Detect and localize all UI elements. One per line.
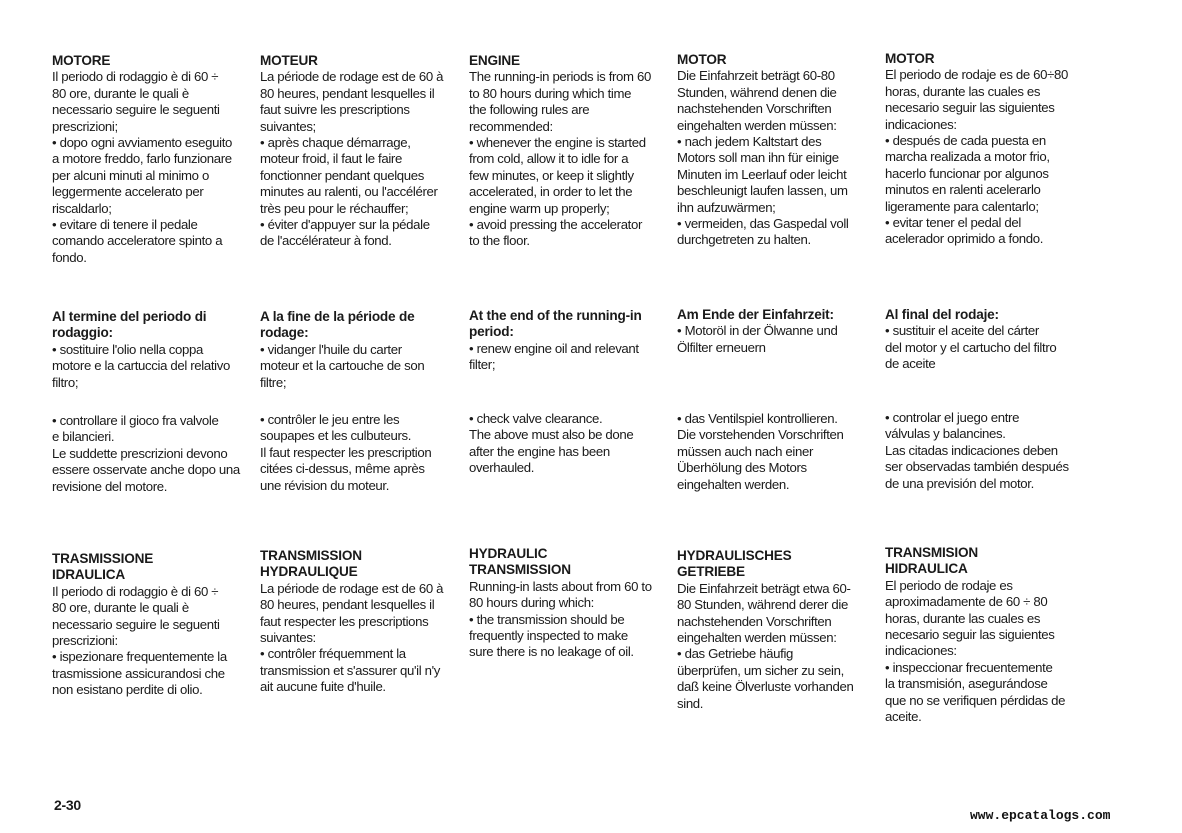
section-hydraulic-transmission — [677, 548, 873, 712]
section-title: MOTOR — [885, 51, 935, 66]
section-title: Am Ende der Einfahrzeit: — [677, 307, 834, 322]
section-engine — [52, 53, 248, 266]
section-hydraulic-transmission — [469, 546, 665, 661]
section-title: At the end of the running-in period: — [469, 308, 642, 340]
section-valve-check — [469, 411, 665, 477]
section-end-of-running-in — [885, 307, 1081, 373]
section-hydraulic-transmission — [260, 548, 456, 696]
section-body: • controllare il gioco fra valvole e bilancieri. Le suddette prescrizioni devono essere osservate anche dopo una revisione del motore. — [52, 413, 240, 494]
section-body: • Motoröl in der Ölwanne und Ölfilter erneuern — [677, 323, 838, 355]
section-hydraulic-transmission — [52, 551, 248, 699]
section-title: MOTOR — [677, 52, 727, 67]
section-end-of-running-in — [52, 309, 248, 391]
section-end-of-running-in — [260, 309, 456, 391]
section-engine — [469, 53, 665, 250]
section-title: Al termine del periodo di rodaggio: — [52, 309, 207, 341]
section-body: Die Einfahrzeit beträgt etwa 60- 80 Stunden, während derer die nachstehenden Vorschriften eingehalten werden müssen: • das Getriebe häufig überprüfen, um sicher zu sein, daß keine Ölverluste vorhanden sind. — [677, 580, 854, 711]
section-body: El periodo de rodaje es de 60÷80 horas, durante las cuales es necesario seguir las siguientes indicaciones: • después de cada puesta en marcha realizada a motor frio, hacerlo funcionar por algunos minutos en ralenti acelerarlo ligeramente para calentarlo; • evitar tener el pedal del acelerador oprimido a fondo. — [885, 67, 1069, 247]
section-body: Die Einfahrzeit beträgt 60-80 Stunden, während denen die nachstehenden Vorschriften eingehalten werden müssen: • nach jedem Kaltstart des Motors soll man ihn für einige Minuten im Leerlauf oder leicht beschleunigt laufen lassen, um ihn aufzuwärmen; • vermeiden, das Gaspedal voll durchgetreten zu halten. — [677, 68, 849, 248]
section-body: • controlar el juego entre válvulas y balancines. Las citadas indicaciones deben ser observadas también después de una previsión del motor. — [885, 410, 1069, 491]
section-engine — [677, 52, 873, 249]
section-title: HYDRAULISCHES GETRIEBE — [677, 548, 792, 580]
section-title: TRANSMISSION HYDRAULIQUE — [260, 548, 362, 580]
page-number: 2-30 — [54, 797, 81, 813]
section-engine — [260, 53, 456, 250]
section-body: La période de rodage est de 60 à 80 heures, pendant lesquelles il faut respecter les prescriptions suivantes: • contrôler fréquemment la transmission et s'assurer qu'il n'y ait aucune fuite d'huile. — [260, 580, 444, 695]
section-hydraulic-transmission — [885, 545, 1081, 725]
section-body: Il periodo di rodaggio è di 60 ÷ 80 ore, durante le quali è necessario seguire le seguenti prescrizioni: • ispezionare frequentemente la trasmissione assicurandosi che non esistano perdite di olio. — [52, 583, 227, 698]
section-body: • sostituire l'olio nella coppa motore e la cartuccia del relativo filtro; — [52, 341, 230, 390]
section-valve-check — [52, 413, 248, 495]
footer-url: www.epcatalogs.com — [970, 808, 1111, 823]
section-title: HYDRAULIC TRANSMISSION — [469, 546, 571, 578]
section-body: Running-in lasts about from 60 to 80 hours during which: • the transmission should be frequently inspected to make sure there is no leakage of oil. — [469, 578, 652, 660]
section-body: • sustituir el aceite del cárter del motor y el cartucho del filtro de aceite — [885, 323, 1057, 372]
section-body: • check valve clearance. The above must also be done after the engine has been overhauled. — [469, 411, 634, 476]
section-valve-check — [260, 412, 456, 494]
section-body: • renew engine oil and relevant filter; — [469, 340, 639, 373]
section-title: MOTORE — [52, 53, 111, 68]
section-title: MOTEUR — [260, 53, 318, 68]
section-title: TRANSMISION HIDRAULICA — [885, 545, 978, 577]
section-title: ENGINE — [469, 53, 520, 68]
section-body: • contrôler le jeu entre les soupapes et les culbuteurs. Il faut respecter les prescription citées ci-dessus, même après une révision du moteur. — [260, 412, 432, 493]
section-title: A la fine de la période de rodage: — [260, 309, 415, 341]
section-engine — [885, 51, 1081, 248]
section-valve-check — [677, 411, 873, 493]
section-end-of-running-in — [677, 307, 873, 356]
section-valve-check — [885, 410, 1081, 492]
section-body: • vidanger l'huile du carter moteur et la cartouche de son filtre; — [260, 341, 425, 390]
section-title: Al final del rodaje: — [885, 307, 999, 322]
section-title: TRASMISSIONE IDRAULICA — [52, 551, 154, 583]
section-body: Il periodo di rodaggio è di 60 ÷ 80 ore, durante le quali è necessario seguire le seguenti prescrizioni; • dopo ogni avviamento eseguito a motore freddo, farlo funzionare per alcuni minuti al minimo o leggermente accelerato per riscaldarlo; • evitare di tenere il pedale comando acceleratore spinto a fondo. — [52, 69, 232, 265]
section-end-of-running-in — [469, 308, 665, 374]
section-body: La période de rodage est de 60 à 80 heures, pendant lesquelles il faut suivre les prescriptions suivantes; • après chaque démarrage, moteur froid, il faut le faire fonctionner pendant quelques minutes au ralenti, ou l'accélérer très peu pour le réchauffer; • éviter d'appuyer sur la pédale de l'accélérateur à fond. — [260, 69, 444, 249]
section-body: The running-in periods is from 60 to 80 hours during which time the following rules are recommended: • whenever the engine is started from cold, allow it to idle for a few minutes, or keep it slightly accelerated, in order to let the engine warm up properly; • avoid pressing the accelerator to the floor. — [469, 69, 651, 249]
section-body: • das Ventilspiel kontrollieren. Die vorstehenden Vorschriften müssen auch nach einer Überhölung des Motors eingehalten werden. — [677, 411, 844, 492]
section-body: El periodo de rodaje es aproximadamente de 60 ÷ 80 horas, durante las cuales es necesario seguir las siguientes indicaciones: • inspeccionar frecuentemente la transmisión, asegurándose que no se verifiquen pérdidas de aceite. — [885, 577, 1066, 725]
